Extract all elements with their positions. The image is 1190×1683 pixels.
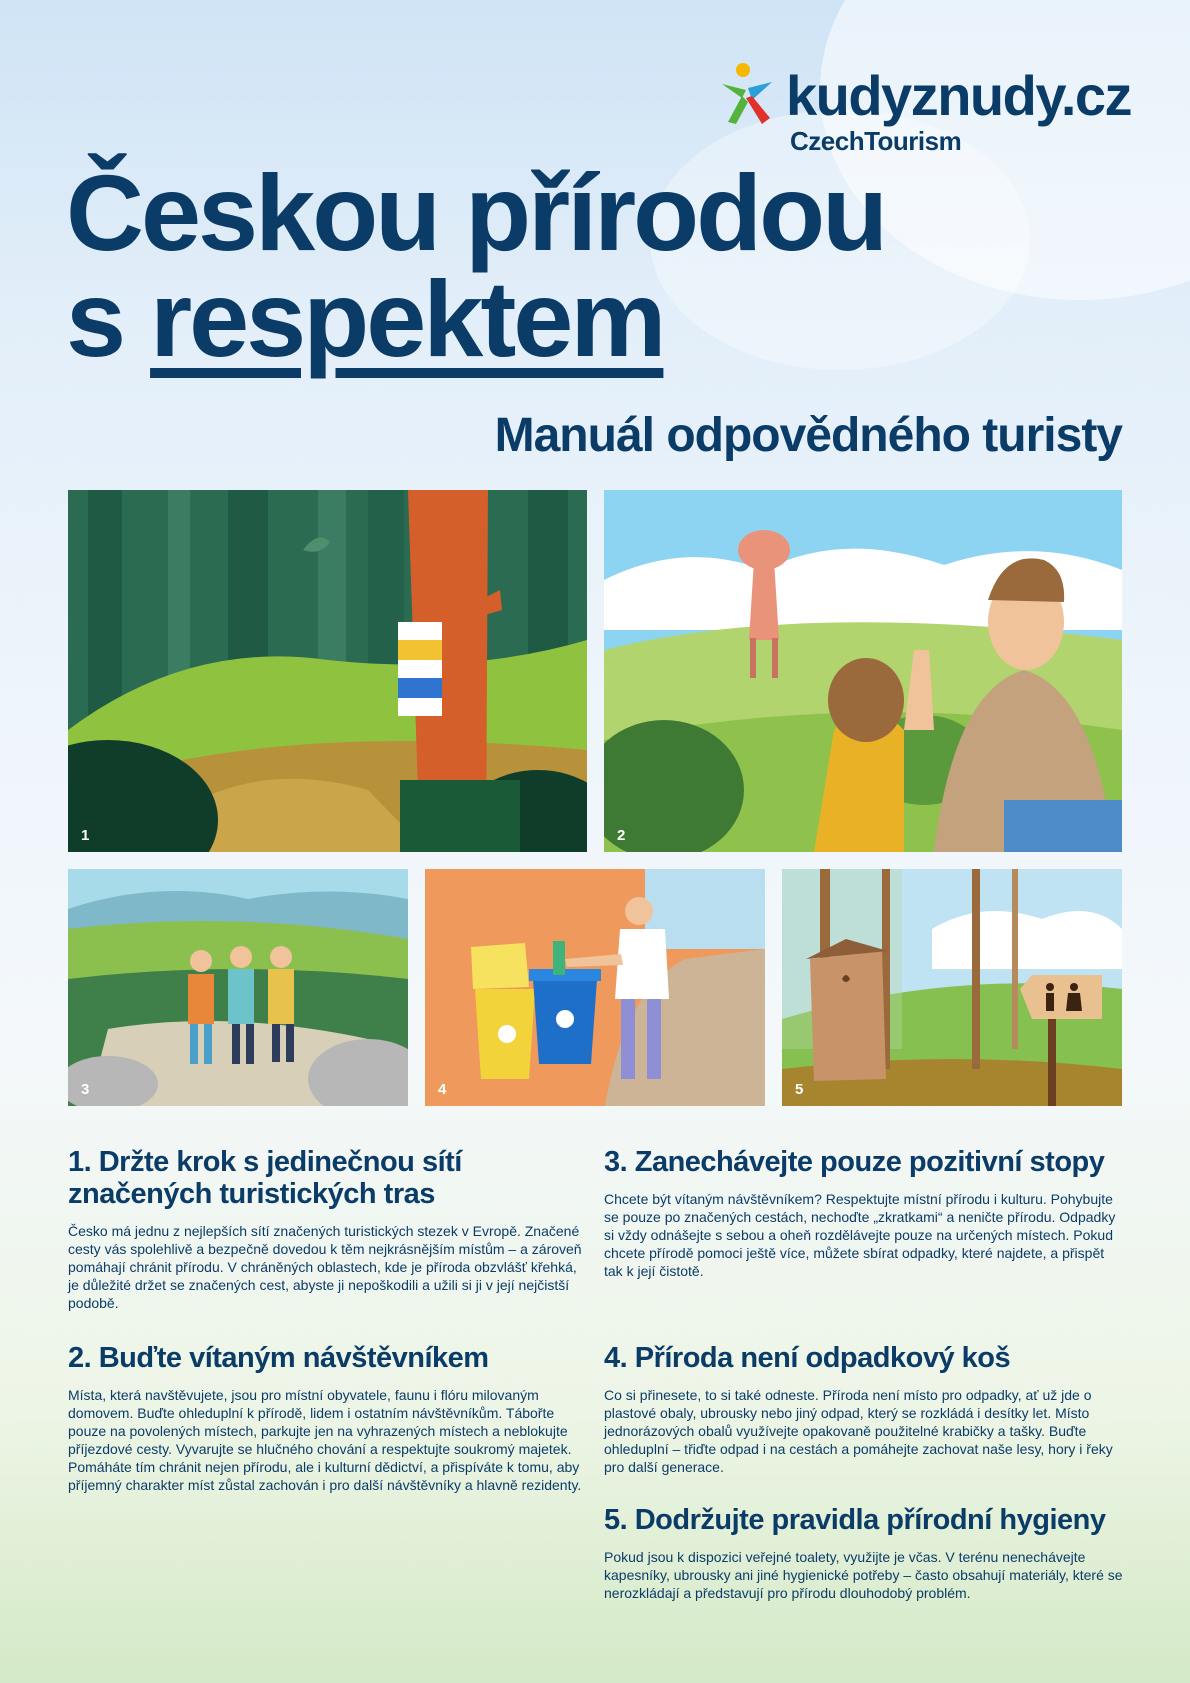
illustration-hikers xyxy=(68,869,408,1106)
section-body: Česko má jednu z nejlepších sítí značených turistických stezek v Evropě. Značené cesty vás spolehlivě a bezpečně dovedou k těm nejkrásnějším místům – a zároveň pomáhají chránit přírodu. V chráněných oblastech, kde je příroda obzvlášť křehká, je důležité držet se značených cest, abyste ji nepoškodili a užili si ji v její nejčistší podobě. xyxy=(68,1223,582,1311)
illustration-trail-marker xyxy=(68,490,587,852)
illustration-number: 1 xyxy=(81,827,90,844)
section-no-litter xyxy=(604,1342,1124,1476)
title-line-2 xyxy=(66,258,885,379)
logo-figure-icon xyxy=(718,62,778,126)
section-heading: 5. Dodržujte pravidla přírodní hygieny xyxy=(604,1504,1106,1536)
section-body: Pokud jsou k dispozici veřejné toalety, využijte je včas. V terénu nenechávejte kapesníky, ubrousky ani jiné hygienické potřeby – často obsahují materiály, které se nerozkládají a představují pro přírodu dlouhodobý problém. xyxy=(604,1549,1123,1601)
section-body: Místa, která navštěvujete, jsou pro místní obyvatele, faunu i flóru milovaným domovem. Buďte ohleduplní k přírodě, lidem i ostatním návštěvníkům. Tábořte pouze na povolených místech, parkujte jen na vyhrazených místech a neblokujte příjezdové cesty. Vyvarujte se hlučného chování a respektujte soukromý majetek. Pomáháte tím chránit nejen přírodu, ale i kulturní dědictví, a přispíváte k tomu, aby příjemný charakter míst zůstal zachován i pro další návštěvníky a hlavně rezidenty. xyxy=(68,1387,582,1493)
section-trails xyxy=(68,1146,588,1312)
title-line-2-prefix: s xyxy=(66,258,151,379)
illustration-number: 5 xyxy=(795,1081,804,1098)
illustration-number: 2 xyxy=(617,827,626,844)
section-welcome-visitor xyxy=(68,1342,588,1494)
kudyznudy-logo[interactable] xyxy=(718,62,1132,162)
illustration-recycling xyxy=(425,869,765,1106)
illustration-number: 3 xyxy=(81,1081,90,1098)
section-heading: 4. Příroda není odpadkový koš xyxy=(604,1342,1011,1374)
title-emphasis: respektem xyxy=(150,258,664,379)
section-heading: 1. Držte krok s jedinečnou sítí značených turistických tras xyxy=(68,1146,462,1210)
page-title xyxy=(66,152,886,379)
illustration-quiet-wildlife xyxy=(604,490,1122,852)
logo-tagline: CzechTourism xyxy=(790,126,962,156)
section-body: Chcete být vítaným návštěvníkem? Respektujte místní přírodu i kulturu. Pohybujte se pouze po značených cestách, nechoďte „zkratkami“ a neničte přírodu. Odpadky si vždy odnášejte s sebou a oheň rozdělávejte pouze na určených místech. Pokud chcete přírodě pomoci ještě více, můžete sbírat odpadky, které najdete, a přispět tak k její čistotě. xyxy=(604,1191,1116,1279)
page-subtitle: Manuál odpovědného turisty xyxy=(494,409,1122,462)
section-heading: 2. Buďte vítaným návštěvníkem xyxy=(68,1342,489,1374)
section-positive-traces xyxy=(604,1146,1124,1280)
logo-wordmark: kudyznudy.cz xyxy=(786,64,1132,127)
illustration-toilet xyxy=(782,869,1122,1106)
section-body: Co si přinesete, to si také odneste. Příroda není místo pro odpadky, ať už jde o plastové obaly, ubrousky nebo jiný odpad, který se rozkládá i desítky let. Místo jednorázových obalů využívejte opakovaně použitelné krabičky a tašky. Buďte ohleduplní – třiďte odpad i na cestách a pomáhejte zachovat naše lesy, hory i řeky pro další generace. xyxy=(604,1387,1113,1475)
section-hygiene xyxy=(604,1504,1144,1602)
illustration-number: 4 xyxy=(438,1081,447,1098)
section-heading: 3. Zanechávejte pouze pozitivní stopy xyxy=(604,1146,1105,1178)
title-line-1: Českou přírodou xyxy=(66,152,886,273)
